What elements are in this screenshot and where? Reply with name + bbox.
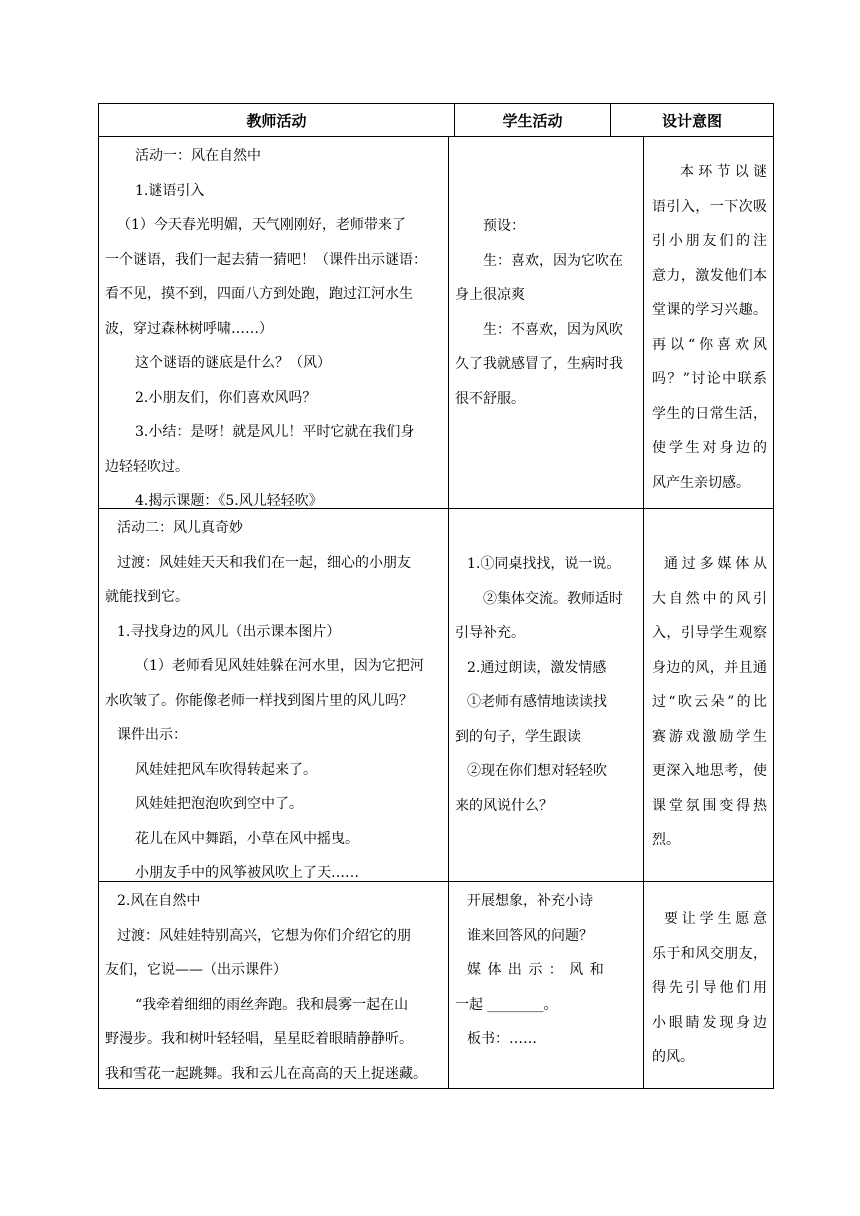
row3-student-cell — [448, 881, 644, 1089]
text-line: 野漫步。我和树叶轻轻唱，星星眨着眼睛静静听。 — [105, 1031, 413, 1047]
text-line: ①老师有感情地读读找 — [467, 694, 607, 710]
text-line: ②集体交流。教师适时 — [483, 590, 623, 607]
row1-design-cell — [643, 136, 774, 509]
text-line: 更深入地思考，使 — [652, 763, 767, 779]
header-student-activity: 学生活动 — [454, 103, 611, 137]
text-line: 再以“你喜欢风 — [652, 336, 767, 353]
text-line: 身上很凉爽 — [455, 287, 525, 303]
text-line: 意力，激发他们本 — [652, 267, 767, 284]
text-line: ②现在你们想对轻轻吹 — [467, 763, 607, 779]
text-line: 2.风在自然中 — [117, 893, 201, 909]
text-line: 过渡：风娃娃天天和我们在一起，细心的小朋友 — [117, 554, 411, 571]
text-line: 水吹皱了。你能像老师一样找到图片里的风儿吗？ — [105, 692, 413, 709]
text-line: 风娃娃把风车吹得转起来了。 — [135, 761, 317, 778]
row2-design-cell — [643, 508, 774, 882]
row2-teacher-cell — [98, 508, 449, 882]
text-line: 活动二：风儿真奇妙 — [117, 520, 243, 536]
text-line: 友们，它说——（出示课件） — [105, 962, 287, 978]
text-line: 就能找到它。 — [105, 589, 189, 605]
text-line: 语引入，一下次吸 — [652, 198, 767, 215]
text-line: 小朋友手中的风筝被风吹上了天…… — [135, 865, 359, 881]
text-line: 大自然中的风引 — [652, 590, 767, 607]
row1-student-cell — [448, 136, 644, 509]
text-line: 堂课的学习兴趣。 — [652, 302, 767, 318]
text-line: 2.通过朗读，激发情感 — [467, 659, 607, 676]
text-line: 谁来回答风的问题？ — [467, 927, 593, 944]
text-line: 风娃娃把泡泡吹到空中了。 — [135, 796, 303, 812]
row1-teacher-cell — [98, 136, 449, 509]
header-teacher-activity: 教师活动 — [98, 103, 455, 137]
text-line: 乐于和风交朋友， — [652, 945, 767, 962]
text-line: 的风。 — [652, 1049, 694, 1065]
text-line: 开展想象，补充小诗 — [467, 893, 593, 909]
text-line: 生：不喜欢，因为风吹 — [483, 321, 623, 338]
text-line: 媒 体 出 示 ： 风 和 — [467, 962, 604, 978]
text-line: 吗？”讨论中联系 — [652, 371, 767, 387]
text-line: 本环节以谜 — [680, 164, 767, 180]
text-line: 花儿在风中舞蹈，小草在风中摇曳。 — [135, 830, 359, 847]
text-line: 我和雪花一起跳舞。我和云儿在高高的天上捉迷藏。 — [105, 1065, 427, 1082]
row2-student-cell — [448, 508, 644, 882]
text-line: （1）今天春光明媚，天气刚刚好，老师带来了 — [117, 217, 406, 233]
text-line: 看不见，摸不到，四面八方到处跑，跑过江河水生 — [105, 286, 413, 302]
text-line: 赛游戏激励学生 — [652, 728, 767, 745]
text-line: 引导补充。 — [455, 625, 525, 641]
text-line: 课堂氛围变得热 — [652, 797, 767, 814]
text-line: 预设： — [483, 218, 525, 234]
text-line: 学生的日常生活， — [652, 405, 767, 422]
text-line: 一个谜语，我们一起去猜一猜吧！（课件出示谜语： — [105, 251, 427, 268]
text-line: 来的风说什么？ — [455, 797, 553, 814]
text-line: “我牵着细细的雨丝奔跑。我和晨雾一起在山 — [135, 996, 409, 1013]
text-line: 一起 ________。 — [455, 996, 558, 1013]
text-line: 过渡：风娃娃特别高兴，它想为你们介绍它的朋 — [117, 927, 411, 944]
row3-teacher-cell — [98, 881, 449, 1089]
text-line: 课件出示： — [117, 727, 187, 743]
text-line: 2.小朋友们，你们喜欢风吗？ — [135, 389, 317, 406]
header-design-intent: 设计意图 — [610, 103, 774, 137]
text-line: 很不舒服。 — [455, 390, 525, 407]
text-line: 波，穿过森林树呼啸……） — [105, 320, 273, 337]
text-line: 身边的风，并且通 — [652, 659, 767, 676]
text-line: （1）老师看见风娃娃躲在河水里，因为它把河 — [135, 658, 424, 674]
text-line: 1.寻找身边的风儿（出示课本图片） — [117, 623, 341, 640]
text-line: 要让学生愿意 — [664, 911, 767, 927]
text-line: 3.小结：是呀！就是风儿！平时它就在我们身 — [135, 424, 415, 440]
row3-design-cell — [643, 881, 774, 1089]
text-line: 小眼睛发现身边 — [652, 1014, 767, 1031]
text-line: 入，引导学生观察 — [652, 625, 767, 641]
text-line: 久了我就感冒了，生病时我 — [455, 356, 623, 372]
text-line: 烈。 — [652, 832, 680, 848]
text-line: 活动一：风在自然中 — [135, 148, 261, 164]
text-line: 通过多媒体从 — [664, 556, 767, 572]
text-line: 1.①同桌找找，说一说。 — [467, 556, 621, 572]
text-line: 板书：…… — [467, 1031, 537, 1047]
text-line: 4.揭示课题：《5.风儿轻轻吹》 — [135, 493, 323, 509]
text-line: 生：喜欢，因为它吹在 — [483, 252, 623, 269]
text-line: 过“吹云朵”的比 — [652, 694, 767, 710]
text-line: 得先引导他们用 — [652, 980, 767, 996]
text-line: 1.谜语引入 — [135, 182, 205, 199]
text-line: 风产生亲切感。 — [652, 474, 750, 491]
text-line: 引小朋友们的注 — [652, 233, 767, 249]
text-line: 边轻轻吹过。 — [105, 458, 189, 475]
text-line: 到的句子，学生跟读 — [455, 728, 581, 745]
text-line: 使学生对身边的 — [652, 440, 767, 456]
text-line: 这个谜语的谜底是什么？（风） — [135, 355, 331, 371]
